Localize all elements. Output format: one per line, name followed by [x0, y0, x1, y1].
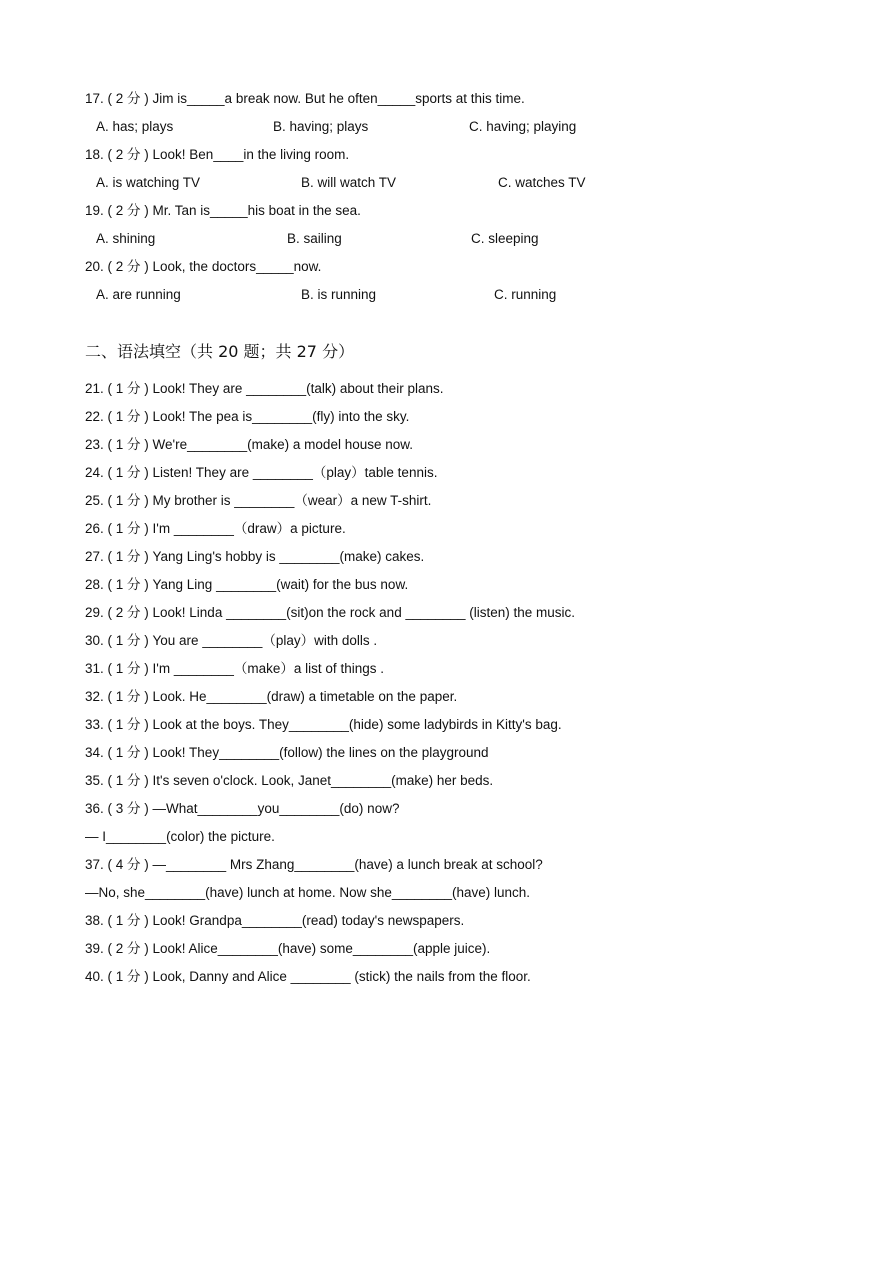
option-18-b: B. will watch TV	[301, 175, 397, 190]
question-25: 25. ( 1 分 ) My brother is ________（wear）a new T-shirt.	[85, 493, 432, 508]
option-19-b: B. sailing	[287, 231, 342, 246]
option-20-c: C. running	[494, 287, 557, 302]
question-37: 37. ( 4 分 ) —________ Mrs Zhang________(have) a lunch break at school?	[85, 857, 543, 872]
question-22: 22. ( 1 分 ) Look! The pea is________(fly) into the sky.	[85, 409, 410, 424]
option-19-a: A. shining	[96, 231, 156, 246]
question-33: 33. ( 1 分 ) Look at the boys. They________(hide) some ladybirds in Kitty's bag.	[85, 717, 562, 732]
question-18: 18. ( 2 分 ) Look! Ben____in the living room.	[85, 147, 350, 162]
option-20-b: B. is running	[301, 287, 377, 302]
question-20: 20. ( 2 分 ) Look, the doctors_____now.	[85, 259, 322, 274]
option-20-a: A. are running	[96, 287, 181, 302]
question-26: 26. ( 1 分 ) I'm ________（draw）a picture.	[85, 521, 346, 536]
question-21: 21. ( 1 分 ) Look! They are ________(talk) about their plans.	[85, 381, 444, 396]
question-39: 39. ( 2 分 ) Look! Alice________(have) some________(apple juice).	[85, 941, 491, 956]
question-23: 23. ( 1 分 ) We're________(make) a model house now.	[85, 437, 414, 452]
question-28: 28. ( 1 分 ) Yang Ling ________(wait) for the bus now.	[85, 577, 409, 592]
question-24: 24. ( 1 分 ) Listen! They are ________（play）table tennis.	[85, 465, 438, 480]
option-17-c: C. having; playing	[469, 119, 577, 134]
question-19: 19. ( 2 分 ) Mr. Tan is_____his boat in the sea.	[85, 203, 361, 218]
option-19-c: C. sleeping	[471, 231, 539, 246]
option-18-c: C. watches TV	[498, 175, 586, 190]
question-30: 30. ( 1 分 ) You are ________（play）with dolls .	[85, 633, 378, 648]
question-29: 29. ( 2 分 ) Look! Linda ________(sit)on the rock and ________ (listen) the music.	[85, 605, 576, 620]
question-36: 36. ( 3 分 ) —What________you________(do) now?	[85, 801, 400, 816]
option-17-b: B. having; plays	[273, 119, 369, 134]
question-32: 32. ( 1 分 ) Look. He________(draw) a timetable on the paper.	[85, 689, 458, 704]
question-31: 31. ( 1 分 ) I'm ________（make）a list of things .	[85, 661, 384, 676]
question-37-answer-line: —No, she________(have) lunch at home. Now she________(have) lunch.	[85, 885, 531, 900]
question-40: 40. ( 1 分 ) Look, Danny and Alice ________ (stick) the nails from the floor.	[85, 969, 531, 984]
question-38: 38. ( 1 分 ) Look! Grandpa________(read) today's newspapers.	[85, 913, 465, 928]
option-18-a: A. is watching TV	[96, 175, 201, 190]
question-17: 17. ( 2 分 ) Jim is_____a break now. But he often_____sports at this time.	[85, 91, 525, 106]
question-35: 35. ( 1 分 ) It's seven o'clock. Look, Janet________(make) her beds.	[85, 773, 494, 788]
section-2-title: 二、语法填空（共 20 题；共 27 分）	[85, 342, 355, 361]
question-27: 27. ( 1 分 ) Yang Ling's hobby is ________(make) cakes.	[85, 549, 425, 564]
question-36-answer-line: — I________(color) the picture.	[85, 829, 275, 844]
option-17-a: A. has; plays	[96, 119, 174, 134]
question-34: 34. ( 1 分 ) Look! They________(follow) the lines on the playground	[85, 745, 489, 760]
